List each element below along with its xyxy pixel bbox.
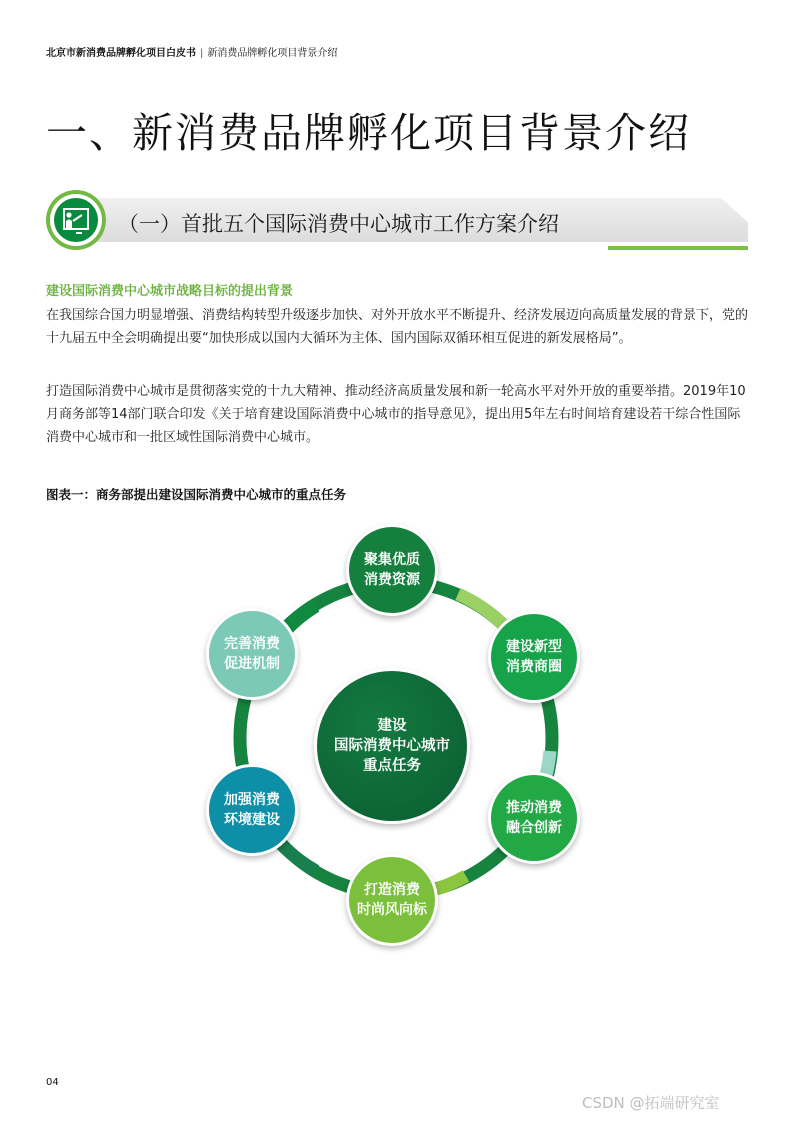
section-banner-accent bbox=[608, 246, 748, 250]
subheading: 建设国际消费中心城市战略目标的提出背景 bbox=[46, 284, 294, 299]
task-4-line1: 打造消费 bbox=[364, 882, 420, 898]
chapter-title: 一、新消费品牌孵化项目背景介绍 bbox=[46, 109, 691, 157]
task-5-line2: 环境建设 bbox=[224, 812, 280, 828]
running-header bbox=[46, 44, 337, 59]
task-2-line2: 消费商圈 bbox=[506, 659, 562, 675]
task-node-1 bbox=[346, 524, 438, 616]
task-6-line2: 促进机制 bbox=[224, 656, 280, 672]
task-1-line2: 消费资源 bbox=[364, 572, 420, 588]
center-label-1: 建设 bbox=[377, 718, 407, 734]
center-label-2: 国际消费中心城市 bbox=[334, 738, 450, 754]
task-1-line1: 聚集优质 bbox=[364, 552, 420, 568]
watermark: CSDN @拓端研究室 bbox=[582, 1094, 720, 1112]
chart-presentation-icon bbox=[54, 198, 98, 242]
section-banner bbox=[46, 190, 748, 250]
task-2-line1: 建设新型 bbox=[506, 639, 562, 655]
center-label-3: 重点任务 bbox=[363, 758, 421, 774]
task-node-3 bbox=[488, 772, 580, 864]
task-cycle-diagram bbox=[196, 516, 596, 956]
task-node-6 bbox=[206, 608, 298, 700]
task-node-2 bbox=[488, 611, 580, 703]
center-node bbox=[314, 668, 470, 824]
task-6-line1: 完善消费 bbox=[224, 636, 280, 652]
figure-caption: 图表一：商务部提出建设国际消费中心城市的重点任务 bbox=[46, 487, 347, 502]
header-separator: | bbox=[200, 48, 204, 59]
task-5-line1: 加强消费 bbox=[224, 792, 280, 808]
task-node-5 bbox=[206, 764, 298, 856]
header-section: 新消费品牌孵化项目背景介绍 bbox=[207, 48, 338, 59]
page-number: 04 bbox=[46, 1077, 59, 1088]
task-node-4 bbox=[346, 854, 438, 946]
paragraph-2: 打造国际消费中心城市是贯彻落实党的十九大精神、推动经济高质量发展和新一轮高水平对外开放的重要举措。2019年10月商务部等14部门联合印发《关于培育建设国际消费中心城市的指导意见》，提出用5年左右时间培育建设若干综合性国际消费中心城市和一批区域性国际消费中心城市。 bbox=[46, 384, 746, 445]
section-title: （一）首批五个国际消费中心城市工作方案介绍 bbox=[118, 212, 559, 236]
section-badge bbox=[46, 190, 106, 250]
task-3-line1: 推动消费 bbox=[506, 800, 562, 816]
doc-title: 北京市新消费品牌孵化项目白皮书 bbox=[46, 48, 196, 59]
task-4-line2: 时尚风向标 bbox=[357, 902, 427, 918]
paragraph-1: 在我国综合国力明显增强、消费结构转型升级逐步加快、对外开放水平不断提升、经济发展迈向高质量发展的背景下，党的十九届五中全会明确提出要“加快形成以国内大循环为主体、国内国际双循环相互促进的新发展格局”。 bbox=[46, 308, 749, 346]
task-3-line2: 融合创新 bbox=[506, 820, 562, 836]
